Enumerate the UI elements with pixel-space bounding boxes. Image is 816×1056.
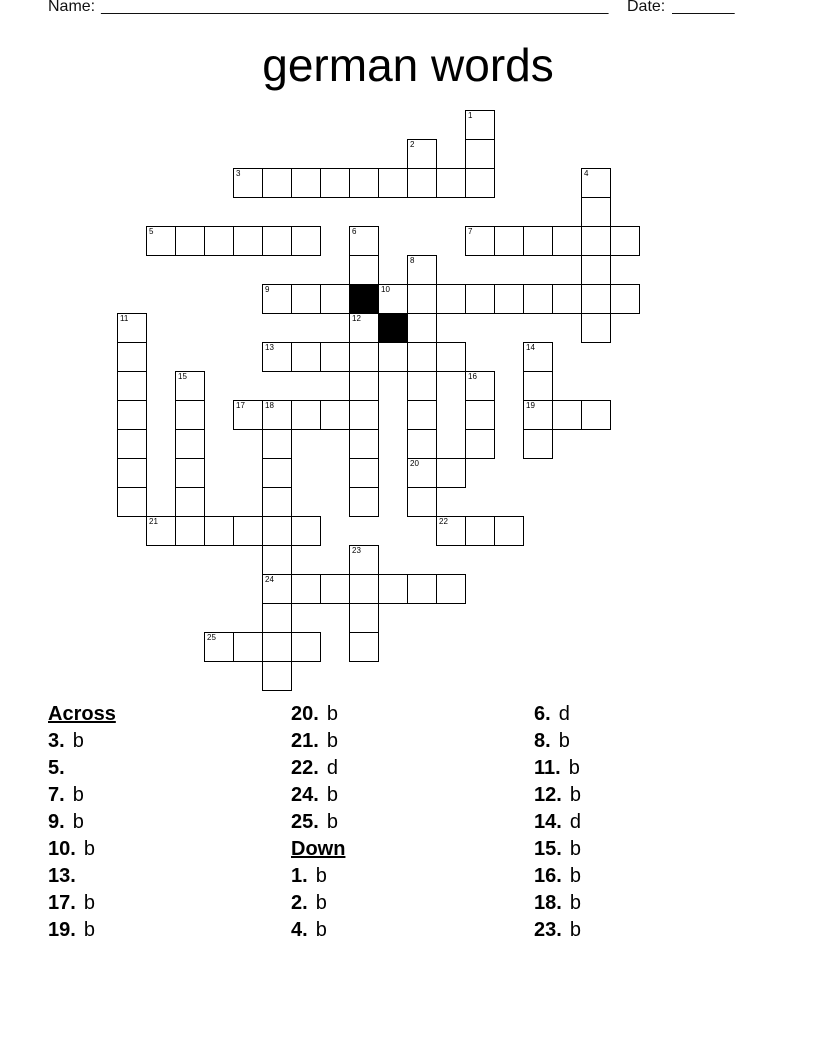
crossword-cell	[320, 342, 350, 372]
cell-number: 6	[352, 227, 357, 236]
clue-text: b	[326, 811, 338, 833]
clue-across-24	[291, 782, 527, 809]
cell-number: 4	[584, 169, 589, 178]
crossword-cell	[262, 168, 292, 198]
crossword-cell	[262, 487, 292, 517]
crossword-cell	[523, 429, 553, 459]
crossword-cell	[117, 371, 147, 401]
crossword-cell	[465, 110, 495, 140]
clue-number: 17 .	[48, 892, 76, 914]
clue-number: 5 .	[48, 757, 65, 779]
crossword-cell	[378, 284, 408, 314]
crossword-cell	[407, 168, 437, 198]
name-line: _________________________________________________________	[101, 0, 609, 15]
clue-down-12	[534, 782, 770, 809]
crossword-cell	[175, 429, 205, 459]
crossword-cell	[262, 342, 292, 372]
crossword-cell	[233, 516, 263, 546]
clue-text: b	[315, 919, 327, 941]
crossword-cell	[262, 574, 292, 604]
crossword-cell	[465, 226, 495, 256]
clue-down-14	[534, 809, 770, 836]
clue-column	[534, 701, 770, 944]
crossword-cell	[436, 168, 466, 198]
clue-text: b	[569, 892, 581, 914]
crossword-cell	[146, 226, 176, 256]
crossword-cell	[349, 313, 379, 343]
crossword-cell	[436, 458, 466, 488]
clue-number: 23 .	[534, 919, 562, 941]
crossword-cell	[523, 371, 553, 401]
date-label: Date:	[627, 0, 666, 15]
crossword-cell	[552, 226, 582, 256]
clue-text: d	[326, 757, 338, 779]
clue-across-5	[48, 755, 284, 782]
clue-number: 14 .	[534, 811, 562, 833]
clue-number: 20 .	[291, 703, 319, 725]
clue-text: b	[72, 811, 84, 833]
crossword-cell	[291, 574, 321, 604]
crossword-cell	[146, 516, 176, 546]
clue-across-17	[48, 890, 284, 917]
clue-number: 2 .	[291, 892, 308, 914]
crossword-cell	[262, 284, 292, 314]
crossword-cell	[436, 342, 466, 372]
crossword-cell	[204, 516, 234, 546]
crossword-cell	[581, 255, 611, 285]
crossword-cell	[175, 226, 205, 256]
crossword-cell	[378, 574, 408, 604]
clue-text: b	[83, 892, 95, 914]
crossword-cell	[523, 342, 553, 372]
crossword-cell	[581, 226, 611, 256]
crossword-cell	[407, 487, 437, 517]
puzzle-title: german words	[262, 39, 554, 91]
clue-number: 9 .	[48, 811, 65, 833]
cell-number: 8	[410, 256, 415, 265]
clue-across-9	[48, 809, 284, 836]
clue-text: d	[558, 703, 570, 725]
crossword-cell	[407, 139, 437, 169]
clue-text: b	[83, 919, 95, 941]
clue-text: b	[326, 784, 338, 806]
crossword-cell	[349, 603, 379, 633]
crossword-cell	[407, 284, 437, 314]
clue-number: 1 .	[291, 865, 308, 887]
crossword-cell	[436, 574, 466, 604]
clue-down-6	[534, 701, 770, 728]
clue-number: 24 .	[291, 784, 319, 806]
crossword-cell	[552, 400, 582, 430]
crossword-cell	[117, 487, 147, 517]
clue-number: 19 .	[48, 919, 76, 941]
clue-down-8	[534, 728, 770, 755]
crossword-cell	[349, 168, 379, 198]
crossword-cell	[320, 284, 350, 314]
cell-number: 19	[526, 401, 535, 410]
crossword-cell	[465, 400, 495, 430]
cell-number: 15	[178, 372, 187, 381]
crossword-cell	[233, 400, 263, 430]
crossword-cell	[407, 255, 437, 285]
clue-across-7	[48, 782, 284, 809]
clue-text: b	[72, 730, 84, 752]
crossword-cell	[407, 371, 437, 401]
crossword-cell	[291, 342, 321, 372]
crossword-cell	[291, 516, 321, 546]
clue-across-21	[291, 728, 527, 755]
crossword-cell	[175, 487, 205, 517]
crossword-cell	[349, 545, 379, 575]
crossword-cell	[349, 371, 379, 401]
cell-number: 3	[236, 169, 241, 178]
crossword-cell	[117, 400, 147, 430]
crossword-cell	[610, 226, 640, 256]
crossword-cell	[204, 226, 234, 256]
crossword-cell	[262, 632, 292, 662]
clue-number: 6 .	[534, 703, 551, 725]
crossword-cell	[349, 487, 379, 517]
clue-number: 13 .	[48, 865, 76, 887]
clue-number: 25 .	[291, 811, 319, 833]
crossword-cell	[291, 284, 321, 314]
crossword-cell	[494, 226, 524, 256]
crossword-cell	[407, 429, 437, 459]
crossword-cell	[407, 574, 437, 604]
crossword-cell	[117, 313, 147, 343]
crossword-cell	[262, 429, 292, 459]
crossword-cell	[117, 429, 147, 459]
crossword-cell	[349, 226, 379, 256]
clue-number: 4 .	[291, 919, 308, 941]
crossword-cell	[320, 400, 350, 430]
crossword-cell	[581, 313, 611, 343]
clue-text: d	[569, 811, 581, 833]
clue-down-15	[534, 836, 770, 863]
crossword-cell	[523, 400, 553, 430]
clue-number: 16 .	[534, 865, 562, 887]
crossword-cell	[523, 226, 553, 256]
crossword-cell	[291, 226, 321, 256]
down-heading: Down	[291, 838, 346, 860]
clue-number: 15 .	[534, 838, 562, 860]
crossword-cell	[407, 342, 437, 372]
crossword-cell	[581, 400, 611, 430]
crossword-cell	[117, 458, 147, 488]
crossword-cell	[349, 429, 379, 459]
crossword-cell	[610, 284, 640, 314]
crossword-cell	[175, 516, 205, 546]
clue-number: 18 .	[534, 892, 562, 914]
crossword-cell	[378, 342, 408, 372]
crossword-cell	[407, 458, 437, 488]
crossword-cell	[349, 574, 379, 604]
clue-text: b	[72, 784, 84, 806]
clue-text: b	[326, 703, 338, 725]
clue-text: b	[569, 919, 581, 941]
cell-number: 20	[410, 459, 419, 468]
crossword-cell	[233, 632, 263, 662]
crossword-cell	[233, 168, 263, 198]
cell-number: 7	[468, 227, 473, 236]
clue-number: 22 .	[291, 757, 319, 779]
clue-down-18	[534, 890, 770, 917]
crossword-cell	[581, 168, 611, 198]
across-heading: Across	[48, 703, 116, 725]
clue-number: 3 .	[48, 730, 65, 752]
crossword-cell	[291, 632, 321, 662]
crossword-cell	[494, 284, 524, 314]
cell-number: 25	[207, 633, 216, 642]
clue-column	[48, 701, 284, 944]
crossword-cell	[407, 400, 437, 430]
clue-text: b	[568, 757, 580, 779]
crossword-cell	[262, 516, 292, 546]
cell-number: 23	[352, 546, 361, 555]
crossword-cell	[349, 400, 379, 430]
clue-text: b	[315, 892, 327, 914]
clue-across-19	[48, 917, 284, 944]
clue-across-25	[291, 809, 527, 836]
date-line: _______	[672, 0, 735, 15]
cell-number: 9	[265, 285, 270, 294]
cell-number: 12	[352, 314, 361, 323]
crossword-cell	[465, 168, 495, 198]
cell-number: 1	[468, 111, 473, 120]
cell-number: 18	[265, 401, 274, 410]
crossword-cell	[291, 400, 321, 430]
crossword-cell	[262, 400, 292, 430]
blocked-cell	[378, 313, 408, 343]
clue-text: b	[558, 730, 570, 752]
crossword-cell	[465, 139, 495, 169]
crossword-cell	[320, 574, 350, 604]
clue-down-4	[291, 917, 527, 944]
crossword-cell	[465, 371, 495, 401]
clue-down-23	[534, 917, 770, 944]
crossword-cell	[175, 400, 205, 430]
crossword-cell	[465, 429, 495, 459]
cell-number: 21	[149, 517, 158, 526]
crossword-cell	[262, 603, 292, 633]
cell-number: 10	[381, 285, 390, 294]
clue-down-1	[291, 863, 527, 890]
cell-number: 14	[526, 343, 535, 352]
clue-number: 8 .	[534, 730, 551, 752]
crossword-cell	[349, 255, 379, 285]
crossword-cell	[436, 516, 466, 546]
cell-number: 5	[149, 227, 154, 236]
crossword-cell	[494, 516, 524, 546]
crossword-cell	[262, 545, 292, 575]
crossword-cell	[262, 226, 292, 256]
clue-text: b	[326, 730, 338, 752]
crossword-cell	[581, 284, 611, 314]
cell-number: 22	[439, 517, 448, 526]
clue-column	[291, 701, 527, 944]
clue-across-3	[48, 728, 284, 755]
cell-number: 13	[265, 343, 274, 352]
clue-text: b	[569, 865, 581, 887]
crossword-cell	[378, 168, 408, 198]
cell-number: 16	[468, 372, 477, 381]
clue-text: b	[569, 784, 581, 806]
clue-number: 7 .	[48, 784, 65, 806]
clue-text: b	[569, 838, 581, 860]
crossword-cell	[349, 342, 379, 372]
crossword-cell	[175, 458, 205, 488]
cell-number: 11	[120, 314, 129, 323]
name-label: Name:	[48, 0, 96, 15]
crossword-cell	[581, 197, 611, 227]
clue-number: 10 .	[48, 838, 76, 860]
clue-across-22	[291, 755, 527, 782]
cell-number: 24	[265, 575, 274, 584]
crossword-cell	[349, 458, 379, 488]
clue-across-20	[291, 701, 527, 728]
crossword-cell	[349, 632, 379, 662]
clue-number: 12 .	[534, 784, 562, 806]
crossword-cell	[262, 661, 292, 691]
crossword-cell	[291, 168, 321, 198]
clue-down-2	[291, 890, 527, 917]
clue-number: 21 .	[291, 730, 319, 752]
crossword-cell	[262, 458, 292, 488]
cell-number: 2	[410, 140, 415, 149]
crossword-cell	[175, 371, 205, 401]
clue-number: 11 .	[534, 757, 561, 779]
clue-text: b	[315, 865, 327, 887]
crossword-cell	[117, 342, 147, 372]
crossword-cell	[320, 168, 350, 198]
crossword-cell	[436, 284, 466, 314]
clue-across-10	[48, 836, 284, 863]
crossword-cell	[465, 516, 495, 546]
crossword-cell	[233, 226, 263, 256]
crossword-cell	[523, 284, 553, 314]
cell-number: 17	[236, 401, 245, 410]
clue-across-13	[48, 863, 284, 890]
blocked-cell	[349, 284, 379, 314]
crossword-cell	[407, 313, 437, 343]
clue-text: b	[83, 838, 95, 860]
crossword-cell	[552, 284, 582, 314]
crossword-cell	[465, 284, 495, 314]
clue-down-11	[534, 755, 770, 782]
crossword-cell	[204, 632, 234, 662]
clue-down-16	[534, 863, 770, 890]
